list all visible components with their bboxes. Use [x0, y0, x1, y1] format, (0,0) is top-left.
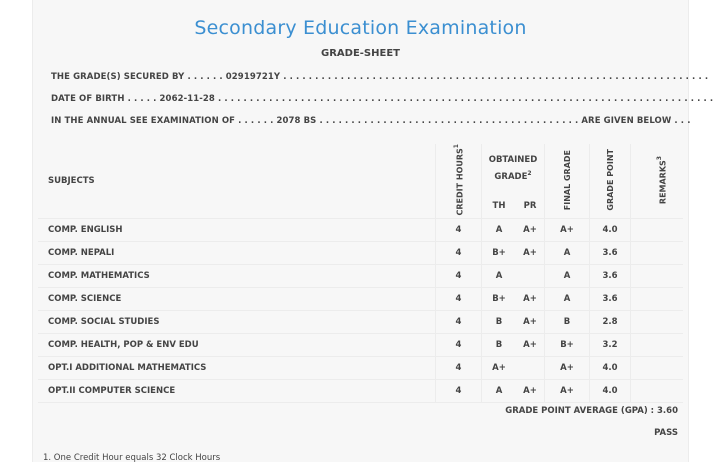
th-grade-cell: A+ [482, 357, 517, 380]
subject-cell: OPT.II COMPUTER SCIENCE [38, 380, 436, 403]
final-grade-header: FINAL GRADE [545, 144, 590, 219]
table-row [38, 357, 683, 380]
final-grade-cell: A+ [545, 357, 590, 380]
th-grade-cell: B [482, 311, 517, 334]
final-grade-cell: A [545, 265, 590, 288]
th-grade-cell: A [482, 380, 517, 403]
pr-grade-cell: A+ [516, 288, 545, 311]
subject-cell: COMP. ENGLISH [38, 219, 436, 242]
remarks-header: REMARKS$^3$ [631, 144, 684, 219]
th-header: TH [482, 193, 517, 219]
remarks-cell [631, 265, 684, 288]
pr-grade-cell: A+ [516, 242, 545, 265]
subject-cell: OPT.I ADDITIONAL MATHEMATICS [38, 357, 436, 380]
grade-point-cell: 3.6 [590, 265, 631, 288]
table-row [38, 242, 683, 265]
grade-point-cell: 4.0 [590, 380, 631, 403]
credit-cell: 4 [436, 357, 482, 380]
th-grade-cell: A [482, 219, 517, 242]
grade-point-header: GRADE POINT [590, 144, 631, 219]
table-row [38, 219, 683, 242]
credit-cell: 4 [436, 288, 482, 311]
table-row [38, 334, 683, 357]
gpa-summary: GRADE POINT AVERAGE (GPA) : 3.60 [505, 406, 678, 416]
grade-point-cell: 2.8 [590, 311, 631, 334]
pr-grade-cell: A+ [516, 311, 545, 334]
date-of-birth-line: DATE OF BIRTH . . . . . 2062-11-28 . . . . . . . . . . . . . . . . . . . . . . . . . . . . . . . . . . . . . . . . . . . . . . . . . . . . . . . . . . . . . . . . . . . . . . . . . . . . . . [51, 94, 714, 104]
pr-grade-cell: A+ [516, 380, 545, 403]
final-grade-cell: A+ [545, 219, 590, 242]
pr-grade-cell: A+ [516, 219, 545, 242]
grade-point-cell: 3.6 [590, 288, 631, 311]
th-grade-cell: B+ [482, 288, 517, 311]
subject-cell: COMP. SOCIAL STUDIES [38, 311, 436, 334]
sheet-subtitle: GRADE-SHEET [321, 48, 400, 59]
subject-cell: COMP. HEALTH, POP & ENV EDU [38, 334, 436, 357]
final-grade-cell: A [545, 288, 590, 311]
page-title: Secondary Education Examination [194, 17, 527, 39]
table-row [38, 311, 683, 334]
remarks-cell [631, 219, 684, 242]
subjects-header: SUBJECTS [38, 144, 436, 219]
footnote-credit-hour: 1. One Credit Hour equals 32 Clock Hours [43, 453, 221, 463]
final-grade-cell: A [545, 242, 590, 265]
grade-point-cell: 3.2 [590, 334, 631, 357]
credit-hours-header: CREDIT HOURS$^1$ [436, 144, 482, 219]
table-row [38, 380, 683, 403]
obtained-grade-header: OBTAINED GRADE$^2$ [482, 144, 545, 193]
grade-point-cell: 3.6 [590, 242, 631, 265]
final-grade-cell: B [545, 311, 590, 334]
remarks-cell [631, 357, 684, 380]
exam-line: IN THE ANNUAL SEE EXAMINATION OF . . . . . . 2078 BS . . . . . . . . . . . . . . . . . . . . . . . . . . . . . . . . . . . . . . . . . ARE GIVEN BELOW . . . [51, 116, 691, 126]
table-row [38, 265, 683, 288]
remarks-cell [631, 334, 684, 357]
final-grade-cell: A+ [545, 380, 590, 403]
credit-cell: 4 [436, 311, 482, 334]
grade-point-cell: 4.0 [590, 357, 631, 380]
remarks-cell [631, 242, 684, 265]
pr-header: PR [516, 193, 545, 219]
subject-cell: COMP. MATHEMATICS [38, 265, 436, 288]
subject-cell: COMP. SCIENCE [38, 288, 436, 311]
pr-grade-cell [516, 357, 545, 380]
remarks-cell [631, 311, 684, 334]
remarks-cell [631, 380, 684, 403]
grade-sheet [32, 0, 714, 463]
secured-by-line: THE GRADE(S) SECURED BY . . . . . . 02919721Y . . . . . . . . . . . . . . . . . . . . . . . . . . . . . . . . . . . . . . . . . . . . . . . . . . . . . . . . . . . . . . . . . . . [51, 72, 709, 82]
grades-table [38, 144, 683, 403]
pr-grade-cell [516, 265, 545, 288]
result-status: PASS [654, 428, 678, 438]
credit-cell: 4 [436, 265, 482, 288]
subject-cell: COMP. NEPALI [38, 242, 436, 265]
final-grade-cell: B+ [545, 334, 590, 357]
th-grade-cell: B+ [482, 242, 517, 265]
credit-cell: 4 [436, 334, 482, 357]
th-grade-cell: B [482, 334, 517, 357]
credit-cell: 4 [436, 242, 482, 265]
credit-cell: 4 [436, 219, 482, 242]
th-grade-cell: A [482, 265, 517, 288]
credit-cell: 4 [436, 380, 482, 403]
remarks-cell [631, 288, 684, 311]
grade-point-cell: 4.0 [590, 219, 631, 242]
pr-grade-cell: A+ [516, 334, 545, 357]
table-row [38, 288, 683, 311]
